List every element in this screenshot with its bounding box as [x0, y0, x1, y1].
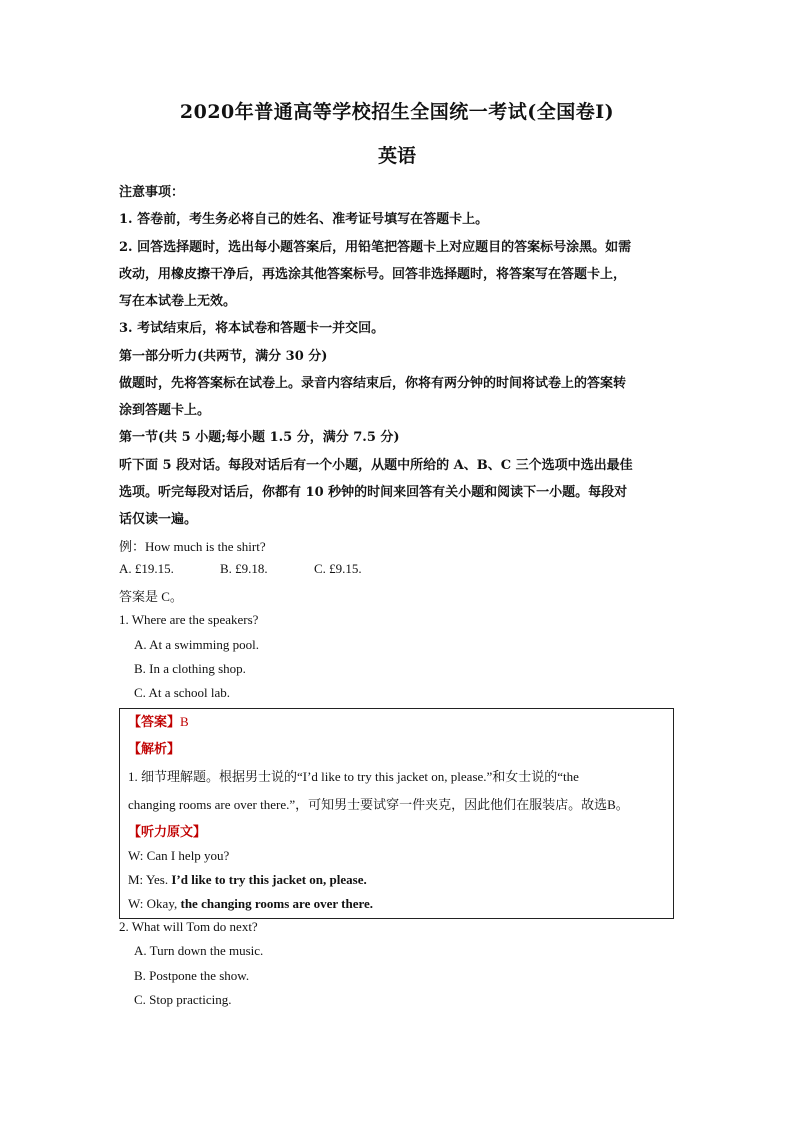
q2-option-c: C. Stop practicing. [134, 992, 232, 1007]
transcript-speaker: M: [128, 872, 144, 887]
transcript-speaker: W: [128, 848, 144, 863]
question-2: 2. What will Tom do next? [119, 919, 258, 934]
notice-item: 1. 答卷前，考生务必将自己的姓名、准考证号填写在答题卡上。 [119, 212, 489, 227]
q2-option-b: B. Postpone the show. [134, 968, 250, 983]
analysis-text: changing rooms are over there.”，可知男士要试穿一件夹克，因此他们在服装店。故选B。 [128, 797, 629, 812]
example-option-b: B. £9.18. [220, 561, 268, 576]
analysis-label: 【解析】 [128, 742, 181, 757]
section1-instruction: 听下面 5 段对话。每段对话后有一个小题，从题中所给的 A、B、C 三个选项中选出最佳 [119, 458, 633, 473]
transcript-text: Okay, [146, 896, 178, 911]
section1-heading: 第一节(共 5 小题;每小题 1.5 分，满分 7.5 分) [119, 430, 400, 445]
q1-option-c: C. At a school lab. [134, 685, 231, 700]
example-option-c: C. £9.15. [314, 561, 362, 576]
page-title: 2020年普通高等学校招生全国统一考试(全国卷Ⅰ) [179, 101, 615, 123]
transcript-speaker: W: [128, 896, 144, 911]
section1-instruction: 话仅读一遍。 [119, 512, 198, 527]
example-option-a: A. £19.15. [119, 561, 174, 576]
question-1: 1. Where are the speakers? [119, 612, 259, 627]
transcript-label: 【听力原文】 [128, 825, 207, 840]
notice-item: 3. 考试结束后，将本试卷和答题卡一并交回。 [119, 321, 385, 336]
answer-line [128, 711, 189, 730]
transcript-text: Yes. [145, 872, 169, 887]
example-question: 例：How much is the shirt? [119, 539, 266, 554]
part1-heading: 第一部分听力(共两节，满分 30 分) [119, 349, 328, 364]
q2-option-a: A. Turn down the music. [134, 943, 264, 958]
notice-item: 改动，用橡皮擦干净后，再选涂其他答案标号。回答非选择题时，将答案写在答题卡上， [119, 267, 627, 282]
transcript-line [128, 848, 229, 864]
answer-box [119, 708, 674, 919]
part1-instruction: 做题时，先将答案标在试卷上。录音内容结束后，你将有两分钟的时间将试卷上的答案转 [119, 376, 627, 391]
section1-instruction: 选项。听完每段对话后，你都有 10 秒钟的时间来回答有关小题和阅读下一小题。每段对 [119, 485, 628, 500]
transcript-text: Can I help you? [146, 848, 230, 863]
transcript-key-text: I’d like to try this jacket on, please. [171, 872, 367, 887]
part1-instruction: 涂到答题卡上。 [119, 403, 211, 418]
q1-option-a: A. At a swimming pool. [134, 637, 259, 652]
analysis-text: 1. 细节理解题。根据男士说的“I’d like to try this jacket on, please.”和女士说的“the [128, 769, 579, 784]
transcript-line [128, 896, 373, 912]
notice-item: 2. 回答选择题时，选出每小题答案后，用铅笔把答题卡上对应题目的答案标号涂黑。如需 [119, 240, 632, 255]
notice-item: 写在本试卷上无效。 [119, 294, 237, 309]
answer-value: B [180, 714, 189, 729]
notice-heading: 注意事项： [119, 185, 185, 200]
q1-option-b: B. In a clothing shop. [134, 661, 246, 676]
example-answer: 答案是 C。 [119, 589, 183, 604]
answer-label: 【答案】 [128, 714, 181, 729]
page-subtitle: 英语 [377, 145, 416, 167]
transcript-key-text: the changing rooms are over there. [180, 896, 374, 911]
transcript-line [128, 872, 367, 888]
